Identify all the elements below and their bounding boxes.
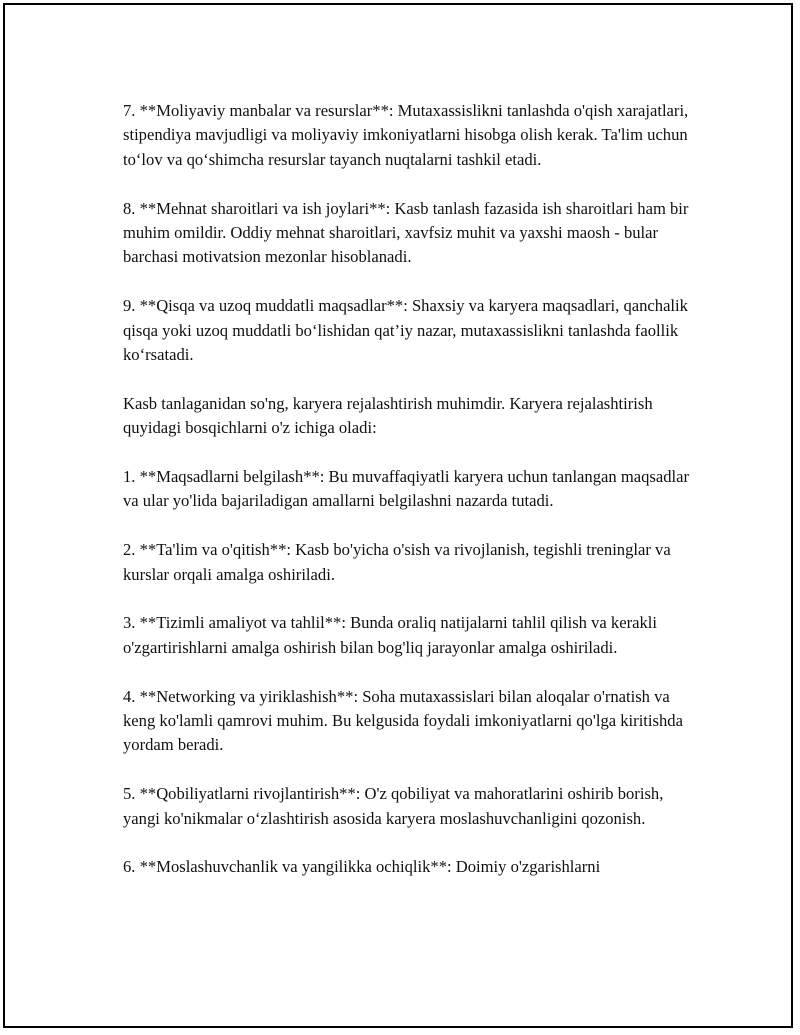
paragraph-short-long-goals: 9. **Qisqa va uzoq muddatli maqsadlar**: Shaxsiy va karyera maqsadlari, qanchalik qisqa yoki uzoq muddatli bo‘lishidan qat’iy nazar, mutaxassislikni tanlashda faollik ko‘rsatadi. [123,296,688,365]
document-body [123,99,703,904]
paragraph-financial-resources: 7. **Moliyaviy manbalar va resurslar**: Mutaxassislikni tanlashda o'qish xarajatlari, stipendiya mavjudligi va moliyaviy imkoniyatlarni hisobga olish kerak. Ta'lim uchun to‘lov va qo‘shimcha resurslar tayanch nuqtalarni tashkil etadi. [123,101,689,169]
paragraph-practice-analysis: 3. **Tizimli amaliyot va tahlil**: Bunda oraliq natijalarni tahlil qilish va kerakli o'zgartirishlarni amalga oshirish bilan bog'liq jarayonlar amalga oshiriladi. [123,613,657,657]
paragraph-career-planning-intro: Kasb tanlaganidan so'ng, karyera rejalashtirish muhimdir. Karyera rejalashtirish quyidagi bosqichlarni o'z ichiga oladi: [123,393,653,438]
paragraph-working-conditions: 8. **Mehnat sharoitlari va ish joylari**: Kasb tanlash fazasida ish sharoitlari ham bir muhim omildir. Oddiy mehnat sharoitlari, xavfsiz muhit va yaxshi maosh - bular barchasi motivatsion mezonlar hisoblanadi. [123,198,689,267]
paragraph-setting-goals: 1. **Maqsadlarni belgilash**: Bu muvaffaqiyatli karyera uchun tanlangan maqsadlar va ular yo'lida bajariladigan amallarni belgilashni nazarda tutadi. [123,467,690,511]
paragraph-flexibility: 6. **Moslashuvchanlik va yangilikka ochiqlik**: Doimiy o'zgarishlarni [123,857,601,877]
paragraph-education-training: 2. **Ta'lim va o'qitish**: Kasb bo'yicha o'sish va rivojlanish, tegishli treninglar va kurslar orqali amalga oshiriladi. [123,540,671,584]
page-frame [3,3,793,1028]
paragraph-networking: 4. **Networking va yiriklashish**: Soha mutaxassislari bilan aloqalar o'rnatish va keng ko'lamli qamrovi muhim. Bu kelgusida foydali imkoniyatlarni qo'lga kiritishda yordam beradi. [123,686,683,755]
paragraph-skills-development: 5. **Qobiliyatlarni rivojlantirish**: O'z qobiliyat va mahoratlarini oshirib borish, yangi ko'nikmalar o‘zlashtirish asosida karyera moslashuvchanligini qozonish. [123,784,664,828]
